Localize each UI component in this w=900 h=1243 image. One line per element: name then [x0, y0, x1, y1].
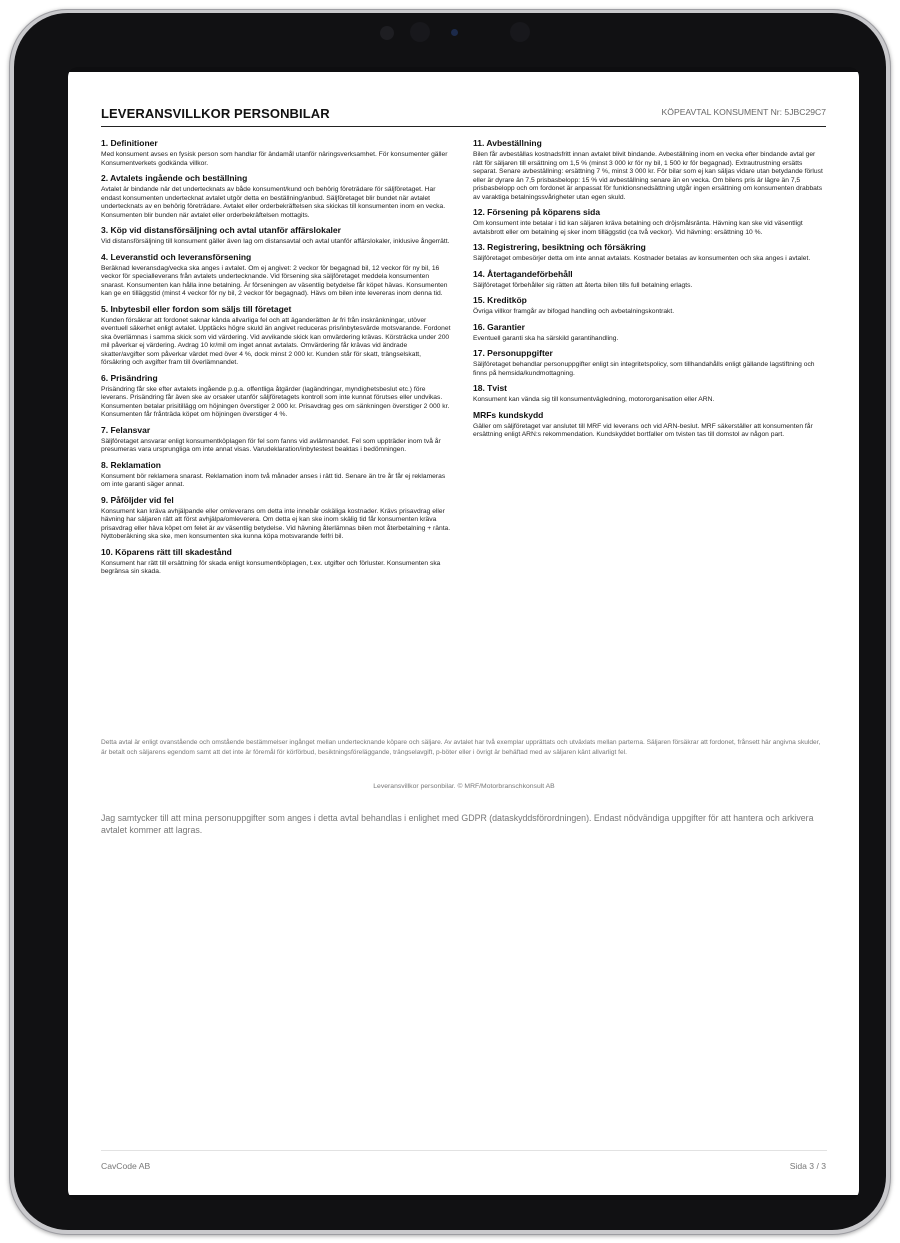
section-heading: 13. Registrering, besiktning och försäkring: [473, 242, 646, 252]
camera-sensor-icon: [410, 22, 430, 42]
document-page: [68, 72, 859, 1195]
front-camera-icon: [380, 26, 394, 40]
terms-section: [101, 460, 452, 490]
terms-column-right: [473, 138, 824, 445]
terms-section: [101, 495, 452, 542]
section-body: Säljföretaget ombesörjer detta om inte annat avtalats. Kostnader betalas av konsumenten och ska anges i avtalet.: [473, 255, 811, 262]
section-body: Eventuell garanti ska ha särskild garantihandling.: [473, 334, 619, 342]
section-heading: 6. Prisändring: [101, 372, 158, 383]
section-body: Säljföretaget behandlar personuppgifter enligt sin integritetspolicy, som tillhandahålls enligt gällande lagstiftning och finns på hemsida/kundmottagning.: [473, 361, 815, 377]
section-body: Gäller om säljföretaget var anslutet till MRF vid leverans och vid ARN-beslut. MRF säkerställer att konsumenten får ersättning enligt ARN:s rekommendation. Kundskyddet bortfaller om tvisten tas till domstol av någon part.: [473, 422, 813, 438]
section-body: Säljföretaget ansvarar enligt konsumentköplagen för fel som fanns vid avlämnandet. Fel som uppträder inom två år presumeras vara ursprungliga om inte annat visas. Varudeklaration/inbytestest beaktas i bedömningen.: [101, 437, 441, 453]
section-heading: 10. Köparens rätt till skadestånd: [101, 546, 232, 557]
section-heading: 5. Inbytesbil eller fordon som säljs till företaget: [101, 303, 292, 314]
section-body: Beräknad leveransdag/vecka ska anges i avtalet. Om ej angivet: 2 veckor för begagnad bil, 12 veckor för ny bil, 16 veckor för specialleverans från avtalets undertecknande. Vid försening ska säljföretaget meddela konsumenten snarast. Konsumenten kan hålla inne betalning. Är förseningen av väsentlig betydelse får köpet hävas. Konsumenten kan ge en tilläggstid (minst 4 veckor för ny bil, 2 veckor för begagnad). Hävs om bilen inte levereras inom denna tid.: [101, 264, 448, 297]
camera-lens-icon: [451, 29, 458, 36]
contract-number: KÖPEAVTAL KONSUMENT Nr: 5JBC29C7: [661, 107, 826, 117]
section-body: Om konsument inte betalar i tid kan säljaren kräva betalning och dröjsmålsränta. Hävning kan ske vid väsentligt avtalsbrott eller om betalning ej sker inom tilläggstid (ca två veckor). Vid hävning: ersättning 10 %.: [473, 220, 803, 236]
section-heading: 15. Kreditköp: [473, 295, 527, 305]
section-body: Övriga villkor framgår av bifogad handling och avbetalningskontrakt.: [473, 308, 675, 315]
document-title: LEVERANSVILLKOR PERSONBILAR: [101, 106, 330, 121]
section-body: Vid distansförsäljning till konsument gäller även lag om distansavtal och avtal utanför affärslokaler, inklusive ångerrätt.: [101, 238, 450, 245]
copyright-notice: Leveransvillkor personbilar. © MRF/Motorbranschkonsult AB: [373, 783, 555, 790]
section-heading: 3. Köp vid distansförsäljning och avtal utanför affärslokaler: [101, 225, 341, 235]
section-heading: 1. Definitioner: [101, 138, 158, 148]
section-heading: 18. Tvist: [473, 383, 508, 393]
page-number: Sida 3 / 3: [789, 1161, 826, 1171]
terms-section: [101, 225, 452, 247]
tablet-frame: [9, 9, 891, 1235]
terms-section: [473, 138, 824, 202]
section-body: Konsument kan kräva avhjälpande eller omleverans om detta inte innebär oskäliga kostnader. Krävs prisavdrag eller hävning har säljaren rätt att först avhjälpa/omleverera. Om detta ej kan ske inom skälig tid får konsumenten kräva prisavdrag eller häva köpet om felet är av väsentlig betydelse. Vid hävning återlämnas bilen mot återbetalning + ränta. Nyttoberäkning ska ske, men konsumenten ska kunna köpa motsvarande felfri bil.: [101, 507, 451, 540]
section-body: Med konsument avses en fysisk person som handlar för ändamål utanför näringsverksamhet. För konsumenter gäller Konsumentverkets godkända villkor.: [101, 151, 448, 167]
terms-section: [473, 322, 824, 344]
section-body: Säljföretaget förbehåller sig rätten att återta bilen tills full betalning erlagts.: [473, 281, 693, 289]
terms-section: [101, 138, 452, 168]
terms-section: [101, 373, 452, 420]
terms-section: [101, 304, 452, 368]
section-heading: 8. Reklamation: [101, 459, 161, 470]
gdpr-consent-text: Jag samtycker till att mina personuppgifter som anges i detta avtal behandlas i enlighet med GDPR (dataskyddsförordningen). Endast nödvändiga uppgifter för att hantera och arkivera avtalet kommer att lagras.: [101, 813, 814, 835]
document-header: [101, 98, 826, 127]
section-heading: 12. Försening på köparens sida: [473, 207, 601, 217]
terms-column-left: [101, 138, 452, 582]
section-heading: 17. Personuppgifter: [473, 348, 553, 358]
section-body: Avtalet är bindande när det undertecknats av både konsument/kund och behörig företrädare för säljföretaget. Har endast konsumenten undertecknat avtalet utgör detta en beställning/anbud. Säljföretaget blir bundet när avtalet undertecknats av en behörig företrädare. Avtalet eller orderbekräftelsen ska skickas till konsumenten inom en vecka. Konsumenten blir bunden när avtalet eller orderbekräftelsen mottagits.: [101, 186, 446, 219]
terms-section: [101, 425, 452, 455]
tablet-bezel: [14, 13, 886, 1230]
footer-company: CavCode AB: [101, 1161, 151, 1171]
agreement-footnote: Detta avtal är enligt ovanstående och omstående bestämmelser ingånget mellan undertecknande köpare och säljare. Av avtalet har två exemplar upprättats och utväxlats mellan parterna. Säljaren försäkrar att fordonet, frånsett här angivna skulder, är betalt och säljarens egendom samt att det inte är föremål för körförbud, besiktningsföreläggande, trängselavgift, p-böter eller i övrigt är behäftad med av säljaren känt allvarligt fel.: [101, 739, 821, 756]
section-heading: 7. Felansvar: [101, 424, 151, 435]
footer-divider: [101, 1150, 827, 1151]
section-heading: 14. Återtagandeförbehåll: [473, 268, 573, 279]
terms-section: [473, 269, 824, 291]
section-heading: MRFs kundskydd: [473, 409, 544, 420]
section-body: Prisändring får ske efter avtalets ingående p.g.a. offentliga åtgärder (lagändringar, myndighetsbeslut etc.) före leverans. Prisändring får även ske av orsaker utanför säljföretagets kontroll som inte kunnat förutses eller undvikas. Konsumenten betalar prisitillägg om höjningen överstiger 2 000 kr. Prisavdrag ges om sänkningen överstiger 2 000 kr. Konsumenten får frånträda köpet om höjningen överstiger 4 %.: [101, 385, 450, 418]
face-sensor-icon: [510, 22, 530, 42]
section-body: Kunden försäkrar att fordonet saknar kända allvarliga fel och att äganderätten är fri från inskränkningar, utöver eventuell säkerhet enligt avtalet. Upptäcks högre skuld än angivet reduceras pris/inbytesvärde motsvarande. Fordonet ska överlämnas i samma skick som vid värdering. Vid avvikande skick kan omvärdering krävas. Körsträcka under 200 mil påverkar ej värdering. Avdrag 10 kr/mil om inget annat avtalats. Omvärdering får krävas vid ändrade skatter/avgifter som påverkar värdet med över 4 %, dock minst 2 000 kr. Kunden står för skatt, trängselskatt, försäkring och avgifter fram till överlämnandet.: [101, 316, 451, 366]
terms-section: [473, 207, 824, 237]
terms-section: [473, 383, 824, 405]
section-body: Bilen får avbeställas kostnadsfritt innan avtalet blivit bindande. Avbeställning inom en vecka efter bindande avtal ger rätt för säljaren till ersättning om 1,5 % (minst 3 000 kr för ny bil, 1 500 kr för begagnad). Extrautrustning ersätts separat. Senare avbeställning: ersättning 7 %, minst 3 000 kr. För bilar som ej kan säljas vidare utan betydande förlust eller är dyrare än 7,5 prisbasbelopp: 15 % vid avbeställning senare än en vecka. Om bilens pris är lägre än 7,5 prisbasbelopp och om fordonet är anpassat för funktionsnedsättning utgår ingen ersättning om konsumenten drabbats av varaktiga betalningssvårigheter utan egen skuld.: [473, 151, 823, 201]
section-body: Konsument har rätt till ersättning för skada enligt konsumentköplagen, t.ex. utgifter och förluster. Konsumenten ska begränsa sin skada.: [101, 559, 441, 575]
terms-section: [473, 242, 824, 264]
section-body: Konsument bör reklamera snarast. Reklamation inom två månader anses i rätt tid. Senare än tre år får ej reklameras om inte garanti säger annat.: [101, 472, 446, 488]
terms-section: [101, 173, 452, 220]
tablet-screen: [68, 67, 859, 1200]
section-heading: 11. Avbeställning: [473, 138, 542, 148]
terms-section: [473, 295, 824, 317]
terms-section: [101, 547, 452, 577]
section-heading: 2. Avtalets ingående och beställning: [101, 173, 248, 183]
terms-section: [473, 348, 824, 378]
section-body: Konsument kan vända sig till konsumentvägledning, motororganisation eller ARN.: [473, 396, 715, 403]
section-heading: 4. Leveranstid och leveransförsening: [101, 251, 252, 262]
section-heading: 16. Garantier: [473, 321, 525, 332]
section-heading: 9. Påföljder vid fel: [101, 494, 174, 505]
terms-section: [101, 252, 452, 299]
terms-section: [473, 410, 824, 440]
